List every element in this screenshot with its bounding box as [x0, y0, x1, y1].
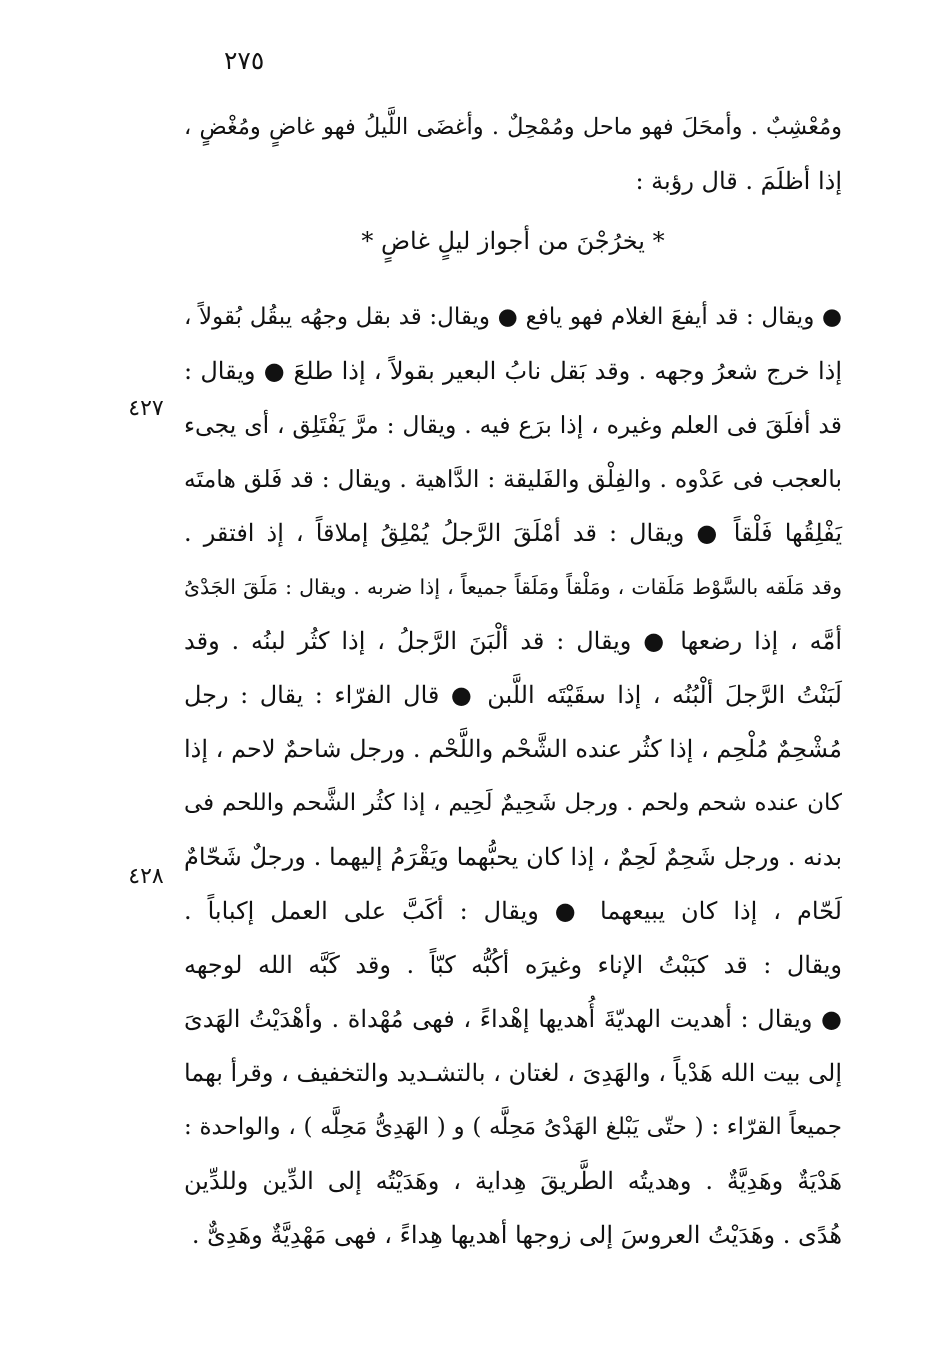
margin-entry-number: ٤٢٨	[128, 864, 164, 889]
text-line: إلى بيت الله هَدْياً ، والهَدِىَ ، لغتان ، بالتشـديد والتخفيف ، وقرأ بهما	[183, 1059, 842, 1087]
text-line: لَحّام ، إذا كان يبيعهما ● ويقال : أكَبَّ على العمل إكباباً .	[184, 897, 842, 925]
margin-entry-number: ٤٢٧	[128, 396, 164, 421]
main-paragraph	[184, 290, 842, 1262]
text-line: قد أفلَقَ فى العلم وغيره ، إذا برَع فيه . ويقال : مرَّ يَفْتَلِق ، أى يجىء	[184, 411, 842, 439]
text-line: أمَّه ، إذا رضعها ● ويقال : قد ألْبَنَ الرَّجلُ ، إذا كثُر لبنُه . وقد	[184, 627, 842, 655]
text-line: ● ويقال : قد أيفعَ الغلام فهو يافع ● ويقال: قد بقل وجهُه يبقُل بُقولاً ،	[184, 304, 842, 330]
text-line: يَفْلِقُها فَلْقاً ● ويقال : قد أمْلَقَ الرَّجلُ يُمْلِقُ إملاقاً ، إذ افتقر .	[184, 519, 842, 547]
page-number: ٢٧٥	[224, 46, 265, 75]
verse-block	[184, 214, 842, 268]
text-line: جميعاً القرّاء : ( حتّى يَبْلغ الهَدْىُ مَحِلَّه ) و ( الهَدِىُّ مَحِلَّه ) ، والواحدة :	[184, 1114, 842, 1140]
text-line: مُشْحِمٌ مُلْحِم ، إذا كثُر عنده الشَّحْم واللَّحْم . ورجل شاحمٌ لاحم ، إذا	[184, 735, 842, 763]
text-line: بالعجب فى عَدْوه . والفِلْق والفَليقة : الدَّاهية . ويقال : قد فَلق هامتَه	[184, 465, 842, 493]
text-line: ويقال : قد كبَبْتُ الإناء وغيرَه أكُبُّه كبّاً . وقد كَبَّه الله لوجهه	[184, 951, 842, 979]
text-line: إذا أظلَمَ . قال رؤبة :	[635, 167, 842, 195]
text-line: ● ويقال : أهديت الهديّةَ أُهديها إهْداءً ، فهى مُهْداة . وأهْدَيْتُ الهَدىَ	[184, 1005, 842, 1033]
text-line: ومُعْشِبٌ . وأمحَلَ فهو ماحل ومُمْحِلٌ . وأغضَى اللَّيلُ فهو غاضٍ ومُغْضٍ ،	[184, 114, 842, 140]
text-line: بدنه . ورجل شَحِمٌ لَحِمٌ ، إذا كان يحبُّهما ويَقْرَمُ إليهما . ورجلٌ شَحّامٌ	[184, 843, 842, 871]
text-line: هُدًى . وهَدَيْتُ العروسَ إلى زوجها أهديها هِداءً ، فهى مَهْدِيَّةٌ وهَدِىٌّ .	[191, 1221, 842, 1249]
verse-line: * يخرُجْنَ من أجواز ليلٍ غاضٍ *	[361, 227, 665, 255]
text-line: كان عنده شحم ولحم . ورجل شَحِيمٌ لَحِيم ، إذا كثُر الشَّحم واللحم فى	[184, 790, 842, 816]
text-line: إذا خرج شعرُ وجهه . وقد بَقل نابُ البعير بقولاً ، إذا طلعَ ● ويقال :	[184, 357, 842, 385]
text-line: هَدْيَةٌ وهَدِيَّةٌ . وهديتُه الطَّريقَ هِداية ، وهَدَيْتُه إلى الدِّين وللدِّين	[184, 1167, 842, 1195]
opening-paragraph	[184, 100, 842, 208]
text-line: وقد مَلَقه بالسَّوْط مَلَقات ، ومَلْقاً ومَلَقاً جميعاً ، إذا ضربه . ويقال : مَلَقَ الجَدْىُ	[184, 575, 842, 599]
text-line: لَبَنْتُ الرَّجلَ ألْبُنُه ، إذا سقَيْتَه اللَّبن ● قال الفرّاء : يقال : رجل	[184, 681, 842, 709]
